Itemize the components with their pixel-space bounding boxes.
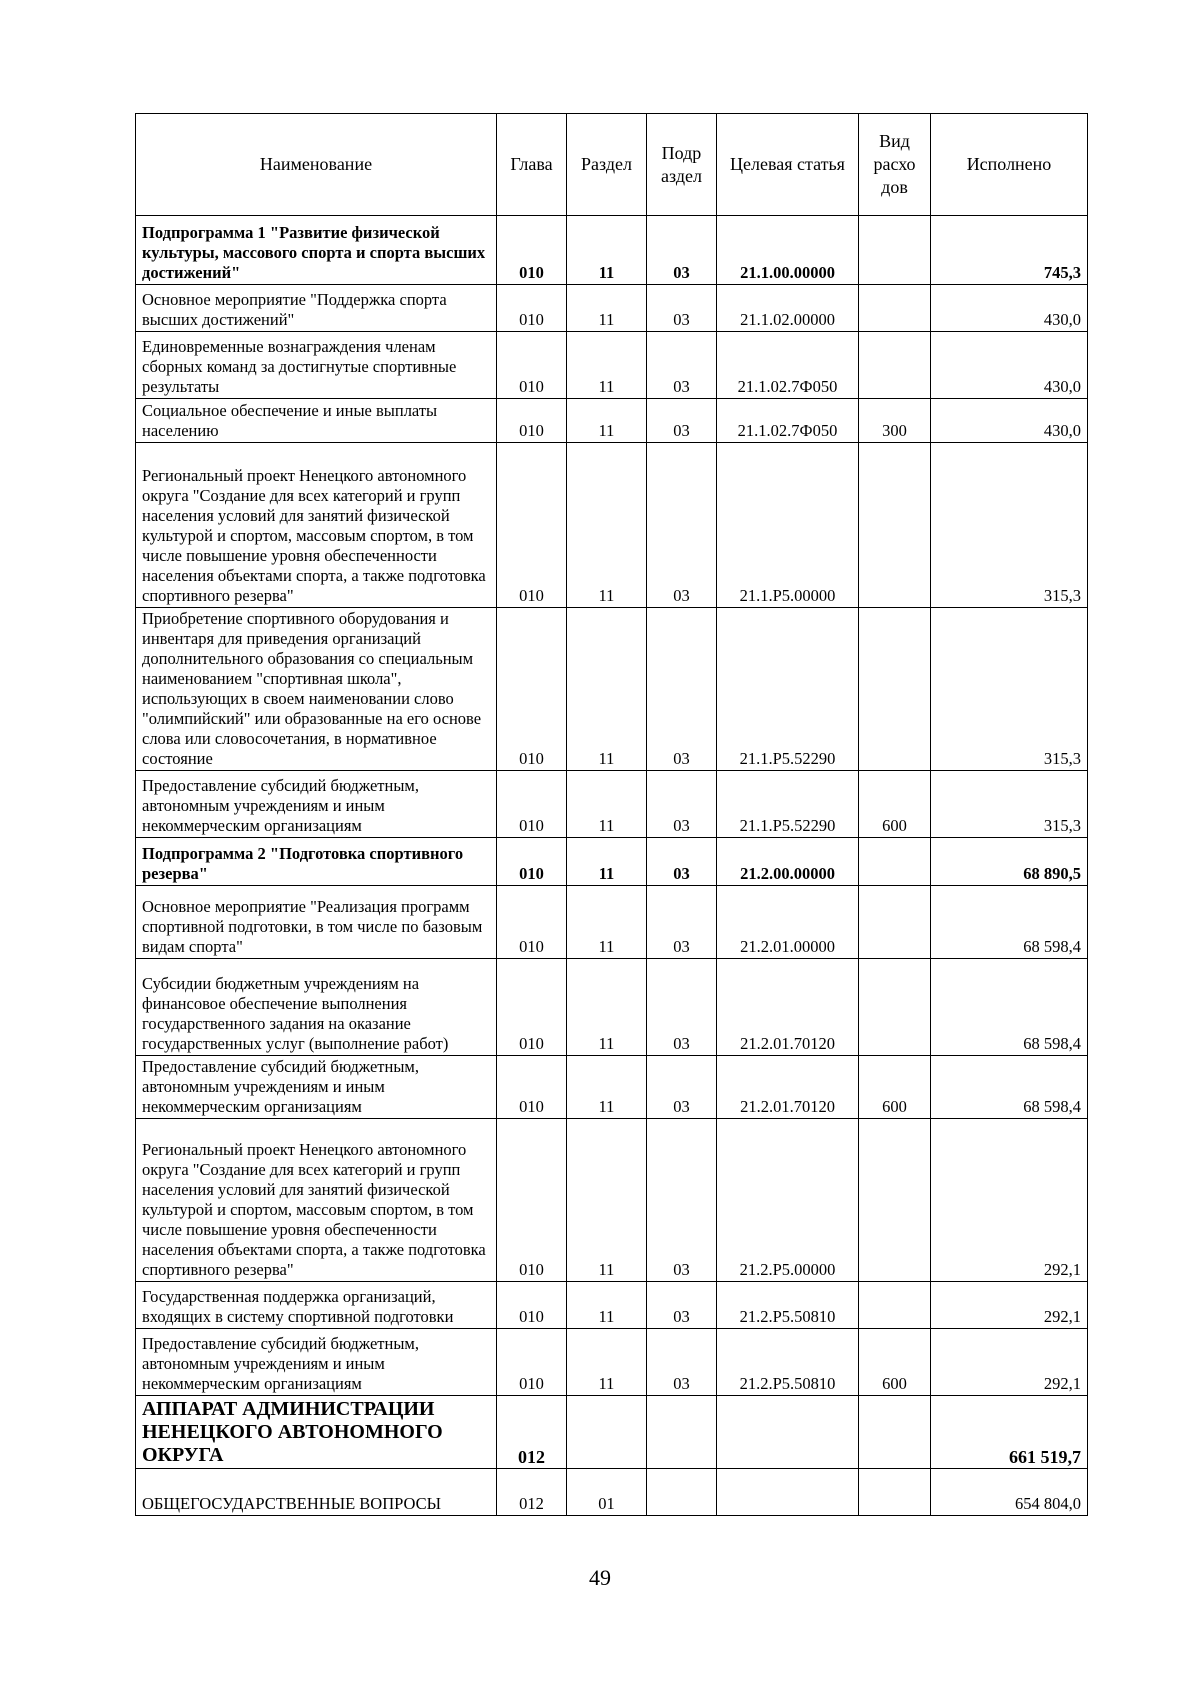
cell-celevaya [717, 1396, 859, 1469]
cell-razdel: 11 [567, 216, 647, 285]
cell-ispolneno: 68 890,5 [931, 838, 1088, 886]
table-row [136, 1329, 1088, 1396]
cell-podrazdel: 03 [647, 1329, 717, 1396]
cell-ispolneno: 430,0 [931, 399, 1088, 443]
cell-vid: 300 [859, 399, 931, 443]
cell-name: Подпрограмма 2 "Подготовка спортивного резерва" [136, 838, 497, 886]
cell-name: Предоставление субсидий бюджетным, автономным учреждениям и иным некоммерческим организациям [136, 1056, 497, 1119]
cell-name: Государственная поддержка организаций, входящих в систему спортивной подготовки [136, 1282, 497, 1329]
cell-razdel: 11 [567, 1056, 647, 1119]
table-row [136, 1119, 1088, 1282]
budget-table [135, 113, 1088, 1516]
cell-podrazdel: 03 [647, 399, 717, 443]
cell-glava: 010 [497, 443, 567, 608]
header-row [136, 114, 1088, 216]
cell-glava: 012 [497, 1396, 567, 1469]
cell-podrazdel: 03 [647, 1119, 717, 1282]
cell-podrazdel: 03 [647, 771, 717, 838]
table-row [136, 443, 1088, 608]
cell-celevaya: 21.1.02.7Ф050 [717, 399, 859, 443]
cell-vid [859, 608, 931, 771]
cell-razdel: 11 [567, 886, 647, 959]
col-header-name: Наименование [136, 114, 497, 216]
cell-ispolneno: 68 598,4 [931, 959, 1088, 1056]
cell-ispolneno: 292,1 [931, 1119, 1088, 1282]
cell-ispolneno: 430,0 [931, 285, 1088, 332]
page-number: 49 [589, 1565, 611, 1590]
cell-podrazdel: 03 [647, 959, 717, 1056]
table-row [136, 886, 1088, 959]
cell-podrazdel: 03 [647, 886, 717, 959]
col-header-vid: Вид расхо дов [859, 114, 931, 216]
table-row [136, 332, 1088, 399]
cell-glava: 012 [497, 1469, 567, 1516]
cell-vid [859, 838, 931, 886]
cell-ispolneno: 661 519,7 [931, 1396, 1088, 1469]
cell-vid [859, 1119, 931, 1282]
cell-ispolneno: 315,3 [931, 443, 1088, 608]
cell-celevaya: 21.2.01.70120 [717, 959, 859, 1056]
cell-celevaya: 21.1.P5.52290 [717, 771, 859, 838]
cell-celevaya: 21.1.02.00000 [717, 285, 859, 332]
table-row [136, 216, 1088, 285]
cell-podrazdel: 03 [647, 332, 717, 399]
col-header-ispolneno: Исполнено [931, 114, 1088, 216]
cell-glava: 010 [497, 1056, 567, 1119]
cell-name: Основное мероприятие "Поддержка спорта высших достижений" [136, 285, 497, 332]
cell-ispolneno: 430,0 [931, 332, 1088, 399]
cell-glava: 010 [497, 608, 567, 771]
cell-podrazdel: 03 [647, 1282, 717, 1329]
cell-podrazdel: 03 [647, 443, 717, 608]
cell-vid: 600 [859, 1056, 931, 1119]
cell-podrazdel: 03 [647, 285, 717, 332]
cell-podrazdel: 03 [647, 216, 717, 285]
cell-celevaya: 21.1.P5.52290 [717, 608, 859, 771]
cell-name: Предоставление субсидий бюджетным, автономным учреждениям и иным некоммерческим организациям [136, 1329, 497, 1396]
cell-razdel: 01 [567, 1469, 647, 1516]
cell-glava: 010 [497, 1119, 567, 1282]
cell-name: Региональный проект Ненецкого автономного округа "Создание для всех категорий и групп населения условий для занятий физической культурой и спортом, массовым спортом, в том числе повышение уровня обеспеченности населения объектами спорта, а также подготовка спортивного резерва" [136, 443, 497, 608]
cell-celevaya: 21.2.P5.50810 [717, 1282, 859, 1329]
cell-podrazdel [647, 1469, 717, 1516]
cell-celevaya: 21.1.02.7Ф050 [717, 332, 859, 399]
cell-name: Единовременные вознаграждения членам сборных команд за достигнутые спортивные результаты [136, 332, 497, 399]
cell-razdel: 11 [567, 285, 647, 332]
cell-ispolneno: 292,1 [931, 1329, 1088, 1396]
cell-razdel: 11 [567, 959, 647, 1056]
cell-podrazdel: 03 [647, 608, 717, 771]
cell-ispolneno: 745,3 [931, 216, 1088, 285]
cell-glava: 010 [497, 1329, 567, 1396]
cell-name: Социальное обеспечение и иные выплаты населению [136, 399, 497, 443]
cell-celevaya: 21.2.P5.00000 [717, 1119, 859, 1282]
cell-razdel: 11 [567, 443, 647, 608]
col-header-glava: Глава [497, 114, 567, 216]
table-row [136, 608, 1088, 771]
cell-razdel: 11 [567, 399, 647, 443]
cell-vid: 600 [859, 771, 931, 838]
cell-vid: 600 [859, 1329, 931, 1396]
cell-celevaya: 21.2.01.00000 [717, 886, 859, 959]
cell-razdel: 11 [567, 1329, 647, 1396]
cell-ispolneno: 654 804,0 [931, 1469, 1088, 1516]
cell-name: ОБЩЕГОСУДАРСТВЕННЫЕ ВОПРОСЫ [136, 1469, 497, 1516]
cell-glava: 010 [497, 332, 567, 399]
col-header-podrazdel: Подр аздел [647, 114, 717, 216]
cell-glava: 010 [497, 838, 567, 886]
cell-razdel: 11 [567, 1119, 647, 1282]
table-row [136, 771, 1088, 838]
cell-podrazdel: 03 [647, 838, 717, 886]
table-row [136, 285, 1088, 332]
cell-ispolneno: 315,3 [931, 771, 1088, 838]
cell-glava: 010 [497, 285, 567, 332]
cell-glava: 010 [497, 1282, 567, 1329]
cell-celevaya: 21.1.00.00000 [717, 216, 859, 285]
cell-name: Подпрограмма 1 "Развитие физической культуры, массового спорта и спорта высших достижений" [136, 216, 497, 285]
cell-glava: 010 [497, 959, 567, 1056]
cell-celevaya: 21.2.01.70120 [717, 1056, 859, 1119]
cell-celevaya: 21.2.P5.50810 [717, 1329, 859, 1396]
cell-vid [859, 886, 931, 959]
table-row [136, 399, 1088, 443]
cell-ispolneno: 68 598,4 [931, 886, 1088, 959]
cell-ispolneno: 68 598,4 [931, 1056, 1088, 1119]
table-row [136, 1396, 1088, 1469]
cell-podrazdel [647, 1396, 717, 1469]
cell-vid [859, 443, 931, 608]
table-row [136, 1469, 1088, 1516]
cell-glava: 010 [497, 399, 567, 443]
cell-glava: 010 [497, 216, 567, 285]
cell-name: Предоставление субсидий бюджетным, автономным учреждениям и иным некоммерческим организациям [136, 771, 497, 838]
cell-vid [859, 1282, 931, 1329]
cell-vid [859, 285, 931, 332]
col-header-celevaya: Целевая статья [717, 114, 859, 216]
cell-vid [859, 216, 931, 285]
cell-name: АППАРАТ АДМИНИСТРАЦИИ НЕНЕЦКОГО АВТОНОМНОГО ОКРУГА [136, 1396, 497, 1469]
cell-razdel: 11 [567, 332, 647, 399]
cell-name: Основное мероприятие "Реализация программ спортивной подготовки, в том числе по базовым видам спорта" [136, 886, 497, 959]
table-row [136, 838, 1088, 886]
cell-ispolneno: 315,3 [931, 608, 1088, 771]
cell-razdel: 11 [567, 838, 647, 886]
cell-razdel: 11 [567, 608, 647, 771]
cell-razdel: 11 [567, 771, 647, 838]
cell-vid [859, 959, 931, 1056]
cell-celevaya: 21.1.P5.00000 [717, 443, 859, 608]
cell-vid [859, 1469, 931, 1516]
table-row [136, 1282, 1088, 1329]
cell-name: Субсидии бюджетным учреждениям на финансовое обеспечение выполнения государственного задания на оказание государственных услуг (выполнение работ) [136, 959, 497, 1056]
cell-name: Региональный проект Ненецкого автономного округа "Создание для всех категорий и групп населения условий для занятий физической культурой и спортом, массовым спортом, в том числе повышение уровня обеспеченности населения объектами спорта, а также подготовка спортивного резерва" [136, 1119, 497, 1282]
cell-vid [859, 1396, 931, 1469]
cell-name: Приобретение спортивного оборудования и инвентаря для приведения организаций дополнительного образования со специальным наименованием "спортивная школа", использующих в своем наименовании слово "олимпийский" или образованные на его основе слова или словосочетания, в нормативное состояние [136, 608, 497, 771]
cell-podrazdel: 03 [647, 1056, 717, 1119]
cell-razdel: 11 [567, 1282, 647, 1329]
cell-glava: 010 [497, 886, 567, 959]
cell-ispolneno: 292,1 [931, 1282, 1088, 1329]
cell-razdel [567, 1396, 647, 1469]
col-header-razdel: Раздел [567, 114, 647, 216]
cell-vid [859, 332, 931, 399]
cell-celevaya: 21.2.00.00000 [717, 838, 859, 886]
cell-celevaya [717, 1469, 859, 1516]
cell-glava: 010 [497, 771, 567, 838]
table-row [136, 1056, 1088, 1119]
table-row [136, 959, 1088, 1056]
